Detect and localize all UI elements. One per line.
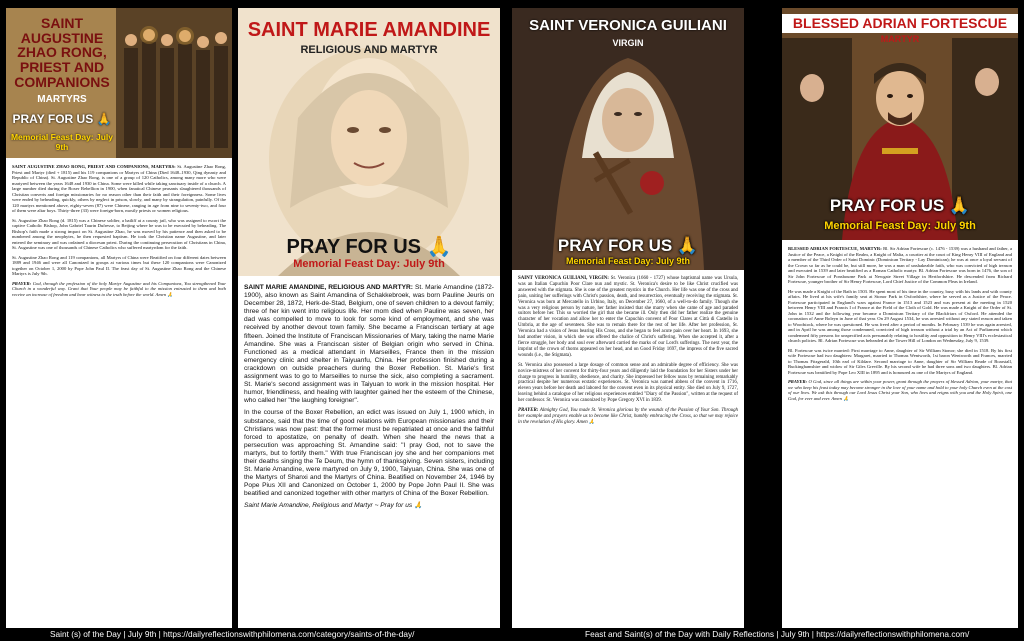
veronica-p1: St. Veronica (1660 - 1727) whose baptismal name was Ursula, was an Italian Capuchin Poor Clare nun and mystic. St. Veronica's desire to be like Christ crucified was answered with the stigmata. She is one of the greatest mystics in the Church. Her life was one of the cross and pain, uniting her sufferings with Christ's passion, death, and resurrection, eventually receiving the stigmata. St. Veronica was born at Mercatello in Urbino, Italy, on December 27, 1660, of a well-to-do family. Though she was a very religious person by nature, her father insisted that she marry when she came of age and paraded suitors before her. This so worried the girl that she became ill. Only then did her father realize the genuine character of her vocation and allow her to enter the Capuchin convent of Poor Clares at Città di Castello in Umbria, at the age of seventeen. She was to remain there for the rest of her life. After her profession, St. Veronica had a vision of Jesus bearing His Cross, and she began to feel acute pain over her heart. In 1693, she had another vision, in which she was offered the chalice of Christ's suffering. When she accepted it, after a fierce struggle, her body and soul ever afterward carried the marks of our Lord's sufferings. The next year, the imprint of the crown of thorns appeared on her head, and on Good Friday 1697, the impress of the five sacred wounds (i.e., the Stigmata). bbox=[518, 276, 739, 358]
card-marie-amandine bbox=[238, 8, 500, 628]
footer-right: Feast and Saint(s) of the Day with Daily Reflections | July 9th | https://dailyreflectionswithphilomena.com/ bbox=[585, 629, 970, 639]
adrian-pray: PRAY FOR US 🙏 bbox=[829, 196, 971, 215]
veronica-pray: PRAY FOR US 🙏 bbox=[557, 236, 699, 255]
adrian-prayer: O God, since all things are within your power, grant through the prayers of blessed Adrian, your martyr, that we who keep his feast today may become stronger in the love of your name and hold to your holy Church even at the cost of our lives. We ask this through our Lord Jesus Christ your Son, who lives and reigns with you and the Holy Spirit, one God, for ever and ever. Amen 🙏 bbox=[788, 379, 1012, 401]
zhao-p1: St. Augustine Zhao Rong, Priest and Martyr (died + 1815) and his 119 companions or Martyrs of China (Died 1648–1930, Qing dynasty and Republic of China). St. Augustine Zhao Rong, is one of a group of 120 Catholics, among many more who were martyred between the years 1648 and 1930 in China. Some were killed while taking sanctuary inside of a church. A large number died during the Boxer Rebellion in 1900, when fanatical Chinese peasants slaughtered thousands of Christian converts and foreign missionaries for no reason other than their faith and their foreignness. Some lives were ended by beheading, quickly, others by neglect in prison, slowly, and many by strangulation, painfully. Of the 120 martyrs mentioned above, eighty-seven (87) were Chinese, ranging in age from nine to seventy-two, and four of them were altar boys. Thirty-three (33) were foreign-born, mostly priests or women religious. bbox=[12, 164, 226, 213]
zhao-title: SAINT AUGUSTINE ZHAO RONG, PRIEST AND COMPANIONS bbox=[14, 15, 110, 90]
adrian-prayer-label: PRAYER: bbox=[788, 379, 808, 384]
veronica-p2: St. Veronica also possessed a large dosage of common sense and an admirable degree of efficiency. She was novice-mistress of her convent for thirty-four years and diligently laid the foundation for her Sisters under her charge to progress in humility, obedience, and charity. She impressed her fellow nuns by remaining remarkably practical despite her numerous ecstatic experiences. St. Veronica was named abbess of the convent in 1716, eleven years before her death and labored for the convent even in its physical entity. She died on July 9, 1727, leaving behind a catalogue of her religious experiences entitled "Diary of the Passion", written at the request of her confessor. St. Veronica was canonized by Pope Gregory XVI in 1839. bbox=[518, 362, 738, 404]
amandine-feast: Memorial Feast Day: July 9th bbox=[293, 258, 445, 270]
zhao-hero bbox=[6, 8, 232, 158]
card-veronica-giuliani bbox=[512, 8, 744, 628]
adrian-p2: He was made a Knight of the Bath in 1503. He spent most of his time in the country, busy with his lands and with county affairs. He lived at his wife's family seat at Stonor Park in Oxfordshire, where he served as a Justice of the Peace. Fortescue participated in England's wars against France in 1513 and 1523 and was present at the meeting in 1520 between Henry VIII and Francis I of France at the Field of the Cloth of Gold. He was made a Knight of the Order of St. John in 1532 and the following year became a Dominican Tertiary of the Blackfriars of Oxford. He attended the coronation of Anne Boleyn in June of that year. On 29 August 1534, he was arrested without any stated reason and taken to Woodstock, where he was questioned. He was freed after a period of months. In February 1539 he was again arrested, and in April he was among those condemned, convicted of high treason without a trial by an Act of Parliament which condemned fifty persons for unspecified acts presumably relating to hostility and opposition to Henry VIII's ecclesiastical church policies. Bl. Adrian Fortescue was beheaded at the Tower Hill of London on Wednesday, July 9, 1539. bbox=[788, 288, 1012, 343]
amandine-subtitle: RELIGIOUS AND MARTYR bbox=[300, 44, 438, 56]
zhao-p2: St. Augustine Zhao Rong (d. 1815) was a Chinese soldier, a bailiff at a county jail, who was assigned to escort the captive Catholic Bishop, John Gabriel Taurin Dufresse, to Beijing where he was to be executed by beheading. The Bishop's faith made a strong impact on St. Augustine Zhao, he was moved by his patience and then asked to be numbered among the neophytes, he then requested baptism. He took the Christian name Augustine, and later entered the seminary and was ordained a diocesan priest. During the continuing persecution of Christians in China, St. Augustine was one of thousands of Chinese Catholics who suffered martyrdom for the faith. bbox=[12, 217, 226, 250]
zhao-heading: SAINT AUGUSTINE ZHAO RONG, PRIEST AND COMPANIONS, MARTYRS: bbox=[12, 164, 176, 169]
zhao-prayer: God, through the profession of the holy Martyr Augustine and his Companions, You strengthened Your Church in a wonderful way. Grant that Your people may be faithful to the mission entrusted to them and both receive an increase of freedom and bear witness to the truth before the world. Amen 🙏 bbox=[12, 280, 226, 297]
card-adrian-fortescue bbox=[782, 8, 1018, 628]
amandine-p2: In the course of the Boxer Rebellion, an edict was issued on July 1, 1900 which, in substance, said that the time of good relations with European missionaries and their Christians was now past: that the former must be repatriated at once and the faithful forced to apostatize, on penalty of death. When she heard the news that a persecution was approaching St. Amandine said: "I pray God, not to save the martyrs, but to fortify them." With true Franciscan joy she and her companions met their deaths singing the Te Deum, the hymn of thanksgiving. Seven sisters, including St. Marie Amandine, were martyred on July 9, 1900, Taiyuan, China. She was one of the Martyrs of Shanxi and the Martyrs of China. Beatified on November 24, 1946 by Pope Pius XII and Canonized on October 1, 2000 by Pope John Paul II. She was beatified and canonized together with other martyrs of China of the Boxer Rebellion. bbox=[244, 409, 494, 498]
veronica-prayer: Almighty God, You made St. Veronica glorious by the wounds of the Passion of Your Son. Through her example and prayers enable us to become like Christ, humbly embracing the Cross, so that we may rejoice in the revelation of His glory. Amen 🙏 bbox=[518, 408, 738, 425]
amandine-hero bbox=[238, 8, 500, 276]
veronica-hero bbox=[512, 8, 744, 270]
zhao-pray: PRAY FOR US 🙏 bbox=[12, 112, 112, 126]
zhao-feast: Memorial Feast Day: July 9th bbox=[10, 132, 114, 152]
veronica-title: SAINT VERONICA GUILIANI bbox=[529, 17, 727, 34]
adrian-p1: Bl. Sir Adrian Fortescue (c. 1476 - 1539) was a husband and father, a Justice of the Peace, a Knight of the Realm, a Knight of Malta, a courtier at the court of King Henry VIII of England and a member of the Third Order of Saint Dominic (Dominican Tertiary - Lay Dominican); he was at once a loyal servant of the Crown so far as he could be, but still more, he was a man of unshakeable faith, who was convicted of high treason and executed in 1539 and later beatified as a Roman Catholic martyr. Bl. Adrian Fortescue was born in 1476, the son of Sir John Fortescue of Ponsbourne Park at Newgate Street Village in Hertfordshire. He descended from Richard Fortescue, younger brother of Sir Henry Fortescue, Lord Chief Justice of the Common Pleas in Ireland. bbox=[788, 246, 1013, 284]
veronica-prayer-label: PRAYER: bbox=[518, 408, 539, 414]
adrian-heading: BLESSED ADRIAN FORTESCUE, MARTYR: bbox=[788, 246, 882, 251]
adrian-feast: Memorial Feast Day: July 9th bbox=[824, 220, 976, 232]
adrian-body bbox=[788, 246, 1012, 405]
amandine-body bbox=[244, 284, 494, 515]
amandine-heading: SAINT MARIE AMANDINE, RELIGIOUS AND MARTYR: bbox=[244, 284, 413, 291]
footer-left: Saint (s) of the Day | July 9th | https://dailyreflectionswithphilomena.com/category/saints-of-the-day/ bbox=[50, 629, 415, 639]
amandine-title: SAINT MARIE AMANDINE bbox=[247, 19, 491, 41]
card-zhao-rong bbox=[6, 8, 232, 628]
amandine-closing: Saint Marie Amandine, Religious and Martyr ~ Pray for us 🙏 bbox=[244, 502, 423, 510]
adrian-title: BLESSED ADRIAN FORTESCUE bbox=[782, 14, 1018, 33]
zhao-prayer-label: PRAYER: bbox=[12, 280, 32, 286]
adrian-hero bbox=[782, 8, 1018, 240]
adrian-subtitle: MARTYR bbox=[880, 34, 920, 44]
adrian-p3: Bl. Fortescue was twice married: First marriage to Anne, daughter of Sir William Stonor; she died in 1518. By his first wife Fortescue had two daughters: Margaret, married to Thomas Wentworth, 1st baron Wentworth and Frances, married to Thomas Fitzgerald, 10th earl of Kildare. Second marriage to Anne, daughter of Sir William Reade of Boarstall, Buckinghamshire and widow of Sir Giles Greville. By his second wife he had three sons and two daughters. Bl. Adrian Fortescue was beatified by Pope Leo XIII in 1895 and is honoured as one of the Martyrs of England. bbox=[788, 347, 1012, 375]
zhao-body bbox=[12, 164, 226, 301]
veronica-subtitle: VIRGIN bbox=[612, 38, 644, 48]
zhao-subtitle: MARTYRS bbox=[37, 94, 87, 105]
veronica-heading: SAINT VERONICA GUILIANI, VIRGIN: bbox=[518, 276, 609, 281]
amandine-p1: St. Marie Amandine (1872-1900), also known as Saint Amandina of Schakkebroek, was born Pauline Jeuris on December 28, 1872, Herk-de-Stad, Belgium, one of seven children to a devout family; three of her kin went into religious life. Her mom died when Pauline was seven, her dad was compelled to move to look for some kind of employment, and she was received by another devout town family. She became a Franciscan tertiary at age fifteen. Joined the Institute of Franciscan Missionaries of Mary, taking the name Marie Amandine. She was a Franciscan sister of Belgian origin who served in China. Functioned as a medical attendant in Marseilles, France then in the mission emergency clinic and shelter in Taiyuanfu, China. Her profession finished during a crackdown on outside preachers during the Boxer Rebellion. St. Marie's first assignment was to go to Marseilles to nurse the sick, also completing a sacrament. St. Marie's second assignment was in Taiyuan to work in the mission hospital. Her humor, friendliness, and healing with laughter gained her the esteem of the Chinese, who called her "the laughing foreigner". bbox=[244, 284, 495, 405]
veronica-body bbox=[518, 276, 738, 430]
zhao-p3: St. Augustine Zhao Rong and 119 companions, all Martyrs of China were Beatified on four different dates between 1889 and 1946 and were all Canonized in groups at various times but these 120 companions were Canonized together on October 1, 2000 by Pope John Paul II. The feast day of St. Augustine Zhao Rong and the Chinese Martyrs is July 9th. bbox=[12, 254, 226, 276]
amandine-pray: PRAY FOR US 🙏 bbox=[286, 236, 452, 258]
veronica-feast: Memorial Feast Day: July 9th bbox=[565, 256, 691, 266]
